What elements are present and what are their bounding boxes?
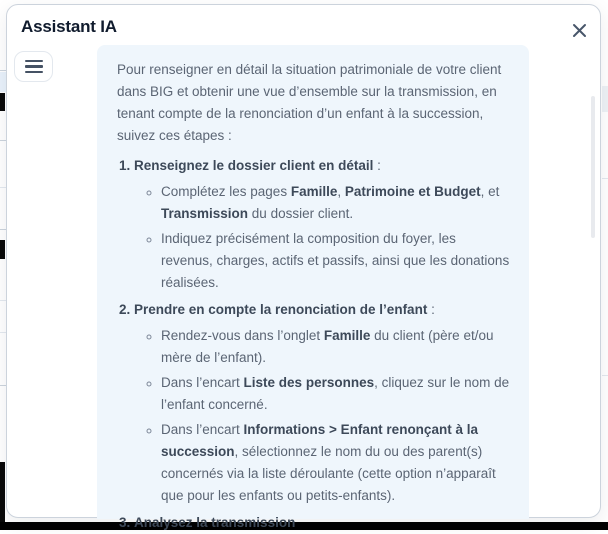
bold-text: Famille (290, 184, 338, 199)
text: , sélectionnez le nom du ou des parent(s) concernés via la liste déroulante (cette option n’apparaît que pour les enfants ou petits-enfants). (161, 444, 496, 503)
step-bullets (134, 325, 511, 507)
step-item (134, 512, 511, 534)
bold-text: Informations > Enfant renonçant à la succession (161, 422, 478, 459)
text: Pour renseigner en détail la situation patrimoniale de votre client dans BIG et obtenir une vue d’ensemble sur la transmission, en tenant compte de la renonciation d’un enfant à la succession, suivez ces étapes : (117, 62, 502, 143)
bold-text: Transmission (161, 206, 249, 221)
text: : (427, 302, 435, 317)
bullet-item (161, 228, 511, 294)
assistant-message-bubble (97, 45, 529, 530)
bold-text: Famille (323, 328, 371, 343)
close-icon (572, 23, 587, 38)
text: , et (480, 184, 500, 199)
bullet-item (161, 372, 511, 416)
text: : (373, 158, 381, 173)
bold-text: Liste des personnes (243, 375, 375, 390)
modal-title: Assistant IA (21, 17, 117, 36)
bold-text: Patrimoine et Budget (344, 184, 481, 199)
menu-button[interactable] (14, 51, 53, 82)
text: Complétez les pages (161, 184, 291, 199)
step-title (134, 155, 511, 177)
underlay-right-line (602, 178, 608, 179)
underlay-left-black-block (0, 93, 5, 111)
step-title (134, 512, 511, 534)
step-title (134, 299, 511, 321)
underlay-right-line (602, 375, 608, 376)
text: Rendez-vous dans l’onglet (161, 328, 324, 343)
bullet-item (161, 325, 511, 369)
text: Dans l’encart (161, 375, 244, 390)
bold-text: Prendre en compte la renonciation de l’enfant (134, 302, 428, 317)
bold-text: Renseignez le dossier client en détail (134, 158, 374, 173)
hamburger-icon (25, 60, 43, 74)
text: , cliquez sur le nom de l’enfant concerné. (161, 375, 510, 412)
text: du client (père et/ou mère de l’enfant). (161, 328, 494, 365)
scrollbar-thumb[interactable] (591, 96, 595, 238)
intro-paragraph (117, 59, 511, 147)
assistant-ia-modal (6, 4, 601, 530)
step-item (134, 299, 511, 507)
text: Dans l’encart (161, 422, 244, 437)
text: du dossier client. (248, 206, 354, 221)
underlay-left-black-block (0, 240, 5, 259)
step-bullets (134, 181, 511, 294)
underlay-right-gray-block (602, 86, 608, 112)
bold-text: Analysez la transmission (134, 515, 296, 530)
text: , (337, 184, 345, 199)
text: Indiquez précisément la composition du foyer, les revenus, charges, actifs et passifs, ainsi que les donations réalisées. (161, 231, 510, 290)
step-item (134, 155, 511, 294)
bullet-item (161, 419, 511, 507)
steps-list (117, 155, 511, 534)
close-button[interactable] (567, 18, 591, 42)
bullet-item (161, 181, 511, 225)
underlay-left-black-block (0, 462, 5, 522)
